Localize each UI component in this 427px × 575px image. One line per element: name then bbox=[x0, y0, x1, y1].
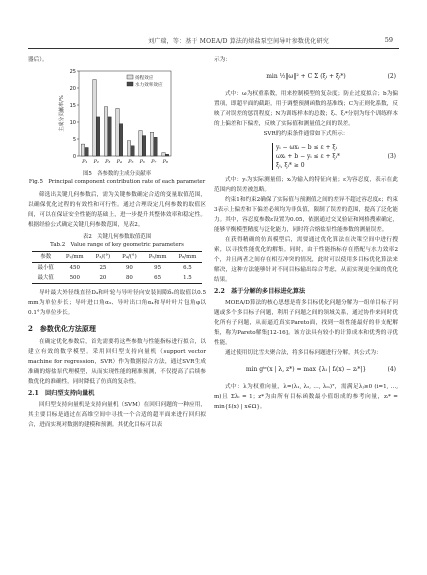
equation-body: min ½‖ω‖² + C Σ (ξᵢ + ξᵢ*) bbox=[266, 73, 346, 80]
x-tick-label: P₈ bbox=[162, 159, 168, 165]
subsection-heading: 2.1 回归型支持向量机 bbox=[28, 390, 95, 397]
equation-number: (3) bbox=[387, 153, 396, 160]
header-rule bbox=[28, 48, 399, 49]
table-cell: 6.5 bbox=[183, 265, 192, 271]
x-tick-label: P₂ bbox=[93, 159, 99, 165]
paragraph: 在确定优化参数后，首先需要将这些参数与性能指标进行拟合，以建立有效的数学模型。采用回归型支持向量机（support vector machine for regression，SVR）作为数据拟合方法，通过SVR生成准确的熔盐泵代理模型，从而实现性能的精准预测，不仅提高了后续参数优化的准确性，同时降低了仿真的复杂性。 bbox=[28, 339, 206, 385]
paragraph: SVR的约束条件通常如下式所示： bbox=[263, 131, 349, 137]
bar-head bbox=[116, 108, 119, 156]
table-header-cell: 参数 bbox=[40, 254, 52, 260]
paragraph: 回归型支持向量机是支持向量机（SVM）在回归问题的一种应用，其主要目标是通过在高维空间中寻找一个合适的超平面来进行回归拟合，进而实现对数据的建模和预测。其优化目标可以表 bbox=[28, 402, 206, 428]
table-cell: 最大值 bbox=[37, 275, 54, 281]
table-header-cell: P₅/mm bbox=[148, 254, 167, 260]
right-column bbox=[214, 55, 398, 412]
constraint-line: ωxᵢ + b − yᵢ ≤ ε + ξᵢ* bbox=[276, 153, 340, 160]
x-tick-label: P₁ bbox=[82, 159, 88, 165]
paragraph: 式中：yᵢ为实际测量值；xᵢ为输入的特征向量；ε为容忍度，表示在此范围内的误差被忽略。 bbox=[214, 177, 398, 193]
table-row bbox=[32, 263, 203, 274]
paragraph: 约束1和约束2确保了实际值与预测值之间的差异不超过容忍度ε；约束3表示上偏差和下偏差必须均为非负值，限制了误差的范围，提高了泛化能力。其中，容忍度参数ε设置为0.05，依据通过交叉验证和网格搜索确定，能够平衡模型精度与泛化能力，同时符合熔盐泵性能参数的测量误差。 bbox=[214, 197, 398, 233]
paragraph: 通过使用切比雪夫聚合法，将多目标问题进行分解，其公式为： bbox=[225, 350, 382, 356]
bar-efficiency bbox=[85, 148, 88, 157]
running-header bbox=[28, 36, 399, 48]
table-cell: 80 bbox=[126, 275, 133, 281]
table-2 bbox=[32, 251, 203, 284]
figure-5-bar-chart bbox=[57, 65, 177, 170]
table-2-caption-en: Tab.2 Value range of key geometric parameters bbox=[50, 242, 184, 248]
bar-head bbox=[81, 144, 84, 156]
header-title: 刘广瑞，等：基于 MOEA/D 算法的熔盐泵空间导叶参数优化研究 bbox=[148, 38, 329, 45]
right-top-text: 示为： bbox=[214, 57, 231, 63]
bar-efficiency bbox=[131, 146, 134, 156]
table-cell: 450 bbox=[69, 265, 80, 271]
y-tick-label: 0 bbox=[72, 153, 76, 160]
legend-label: 扬程效应 bbox=[135, 75, 154, 81]
table-cell: 最小值 bbox=[37, 265, 54, 271]
bar-efficiency bbox=[96, 117, 99, 156]
equation-3 bbox=[214, 142, 398, 172]
x-tick-label: P₄ bbox=[116, 159, 122, 165]
equation-number: (2) bbox=[387, 73, 396, 80]
bar-head bbox=[104, 107, 107, 156]
table-cell: 95 bbox=[154, 265, 162, 271]
bar-head bbox=[127, 141, 130, 156]
subsection-heading: 2.2 基于分解的多目标进化算法 bbox=[214, 288, 306, 295]
paragraph: 筛选出关键几何参数后，需为关键参数确定合适的变量取值范围，以确保优化过程的有效性和可行性。通过合理设定几何参数的取值区间，可以在保证安全性能的基础上，进一步提升其整体效率和稳定性。根据经验公式确定关键几何参数范围，见表2。 bbox=[28, 192, 206, 228]
table-cell: 25 bbox=[99, 265, 107, 271]
table-header-cell: P₄/(°) bbox=[122, 254, 137, 260]
bar-efficiency bbox=[119, 124, 122, 156]
paragraph: 在获得精确的仿真模型后，需要通过优化算法在决策空间中进行搜索，以寻找性能优化的解集。同时，由于性能指标存在搭配与水力效率2个，并且两者之间存在相互冲突的情况，此时可以使用多目标优化算法来解决，这种方法能够针对不同目标输出综合考虑，从而实现更全面的优化结果。 bbox=[214, 237, 398, 283]
table-cell: 500 bbox=[69, 275, 80, 281]
table-header-cell: P₈/mm bbox=[178, 254, 197, 260]
table-cell: 1.5 bbox=[183, 275, 192, 281]
y-tick-label: 20 bbox=[69, 85, 76, 92]
paragraph: 导叶最大外径线直径D₄和叶轮与导叶径向安装间隙δ₂的取值以0.5 mm为单位步长；导叶进口角α₃、导叶出口角α₄和导叶叶片包角φ以0.1°为单位步长。 bbox=[28, 290, 206, 316]
constraint-line: yᵢ − ωxᵢ − b ≤ ε + ξᵢ bbox=[276, 144, 337, 151]
y-tick-label: 15 bbox=[69, 102, 76, 109]
section-heading: 2 参数优化方法原理 bbox=[28, 324, 96, 333]
constraint-system bbox=[272, 143, 340, 170]
bar-head bbox=[93, 80, 96, 157]
x-tick-label: P₇ bbox=[151, 159, 157, 165]
bar-efficiency bbox=[142, 136, 145, 156]
legend-swatch bbox=[127, 82, 133, 86]
x-tick-label: P₅ bbox=[128, 159, 134, 165]
y-tick-label: 10 bbox=[69, 119, 76, 126]
figure-5-caption-en: Fig.5 Principal component contribution rate of each parameter bbox=[28, 179, 206, 185]
equation-4 bbox=[214, 361, 398, 379]
paragraph: MOEA/D算法的核心思想是将多目标优化问题分解为一组单目标子问题或多个多目标子问题，利用子问题之间的领域关系，通过协作来同时优化所有子问题，从而逼近真实Pareto面，找到一组性能最好的非支配解集，称为Pareto解集[12-16]。该方法具有较小的计算成本和优秀的寻优性能。 bbox=[214, 300, 398, 346]
equation-2 bbox=[214, 68, 398, 86]
bar-head bbox=[162, 153, 165, 156]
equation-body: min gᵗᵉ(x | λ, z*) = max {λᵢ | fᵢ(x) − zᵢ*|} bbox=[245, 366, 367, 373]
page-number: 59 bbox=[384, 36, 393, 44]
table-row bbox=[32, 273, 203, 284]
figure-5-caption-cn: 图5 各参数的主成分贡献率 bbox=[82, 171, 152, 177]
x-tick-label: P₃ bbox=[105, 159, 111, 165]
x-tick-label: P₆ bbox=[139, 159, 145, 165]
table-cell: 90 bbox=[126, 265, 133, 271]
left-column bbox=[28, 55, 206, 430]
table-cell: 65 bbox=[154, 275, 162, 281]
legend-label: 水力效率效应 bbox=[135, 82, 163, 88]
bar-head bbox=[150, 132, 153, 156]
bar-efficiency bbox=[165, 154, 168, 156]
bar-efficiency bbox=[108, 117, 111, 156]
left-top-text: 器后）。 bbox=[28, 57, 48, 63]
bar-head bbox=[139, 131, 142, 157]
table-cell: 20 bbox=[99, 275, 107, 281]
table-header-cell: P₂/mm bbox=[65, 254, 84, 260]
y-tick-label: 5 bbox=[72, 136, 76, 143]
table-2-caption-cn: 表2 关键几何参数取值范围 bbox=[82, 234, 152, 240]
y-axis-label: 主成分贡献率/% bbox=[59, 95, 65, 132]
equation-number: (4) bbox=[387, 366, 396, 373]
y-tick-label: 25 bbox=[69, 68, 76, 75]
paragraph: 式中：ω为权重系数，用来控制模型的复杂度；防止过度拟合；b为偏置项，即超平面的截距，用于调整预测函数的基准线；C为正则化系数，反映了对误差的惩罚程度；N为训练样本的总数；ξᵢ、ξᵢ*分别为每个训练样本的上偏差和下偏差，反映了实际值和测量值之间的误差。 bbox=[214, 91, 398, 127]
legend-swatch bbox=[127, 75, 133, 79]
table-header-cell: P₃/(°) bbox=[95, 254, 111, 260]
constraint-line: ξᵢ, ξᵢ* ≥ 0 bbox=[276, 162, 305, 169]
bar-efficiency bbox=[154, 137, 157, 156]
paragraph: 式中：λ为权重向量，λ=(λ₁, λ₂, …, λₘ)ᵀ，需满足λⱼ≥0 (i=1, …, m)且 Σλᵢ = 1；z*为由所有目标函数最小值组成的参考向量，zᵢ* = min{fᵢ(x) | x∈Ω}。 bbox=[214, 384, 398, 410]
